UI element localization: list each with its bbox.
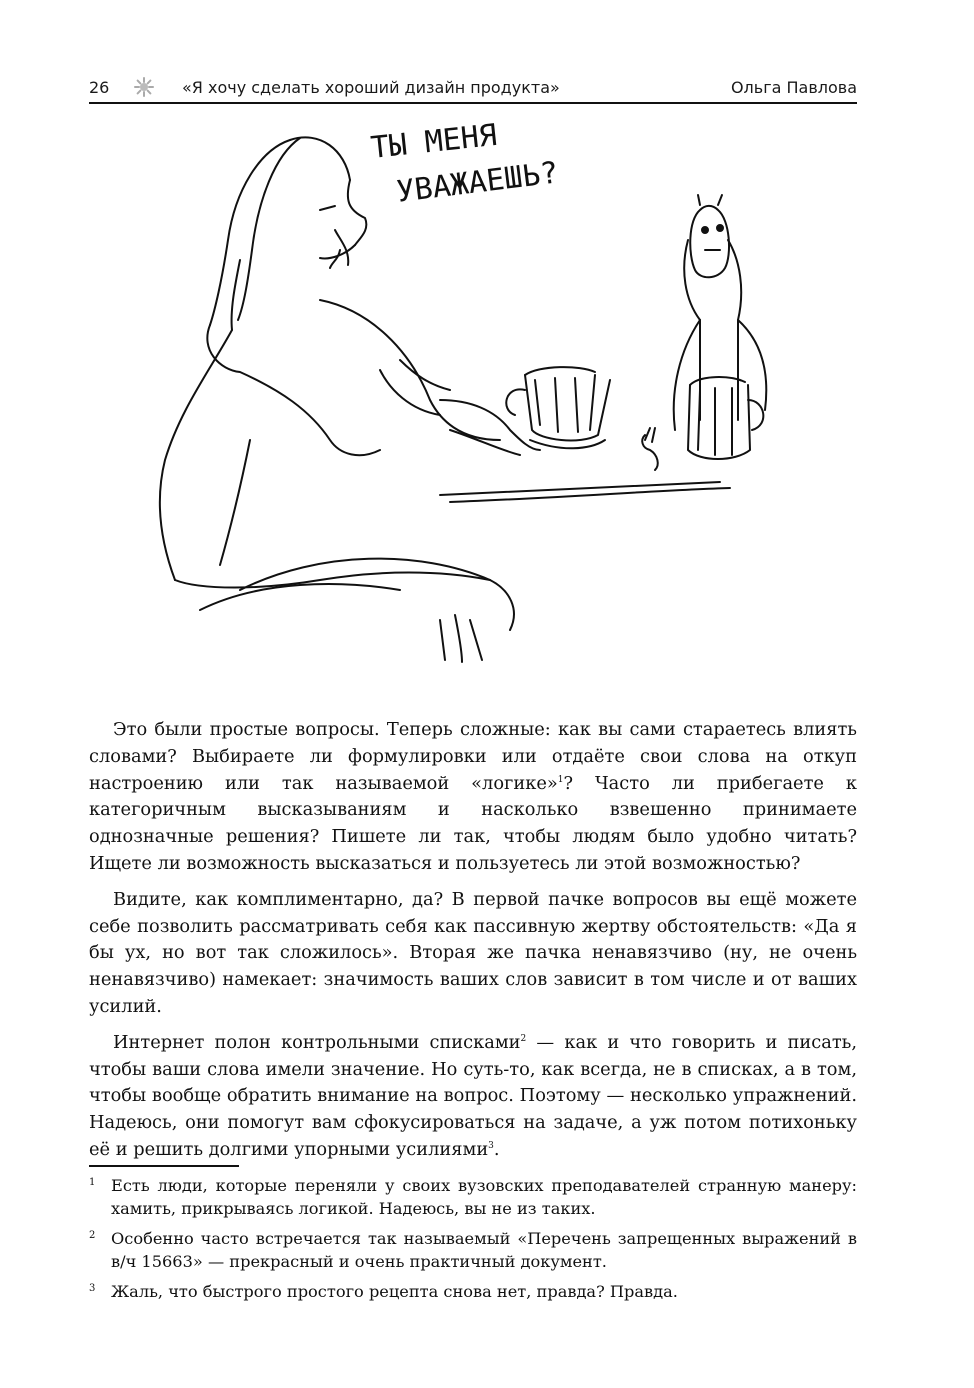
speech-text-line1: ТЫ МЕНЯ <box>369 117 499 166</box>
woman-figure <box>160 137 540 662</box>
footnote-rule <box>89 1165 239 1167</box>
small-critter <box>642 428 657 470</box>
footnote-3 <box>89 1280 857 1303</box>
stick-figure <box>674 195 767 430</box>
footnote-ref-3[interactable]: 3 <box>488 1140 494 1151</box>
header-rule <box>89 102 857 104</box>
footnote-text: Особенно часто встречается так называемый «Перечень запрещенных выражений в в/ч 15663» — прекрасный и очень практичный документ. <box>111 1229 857 1271</box>
footnote-ref-2[interactable]: 2 <box>520 1033 527 1044</box>
footnote-mark: 1 <box>89 1177 96 1188</box>
paragraph-3-text-b: — как и что говорить и писать, чтобы ваши слова имели значение. Но суть-то, как всегда, не в списках, а в том, чтобы вообще обратить внимание на вопрос. Поэтому — несколько упражнений. Надеюсь, они помогут вам сфокусироваться на задаче, а уж потом потихоньку её и решить долгими упорными усилиями <box>89 1031 857 1160</box>
footnote-ref-1[interactable]: 1 <box>557 774 564 785</box>
paragraph-1-text-a: Это были простые вопросы. Теперь сложные: как вы сами стараетесь влиять словами? Выбираете ли формулировки или отдаёте свои слова на откуп настроению или так называемой «логике» <box>89 719 857 794</box>
paragraph-3 <box>89 1030 857 1164</box>
footnotes <box>89 1174 857 1310</box>
paragraph-3-text-c: . <box>493 1138 500 1160</box>
footnote-text: Есть люди, которые переняли у своих вузовских преподавателей странную манеру: хамить, прикрываясь логикой. Надеюсь, вы не из таких. <box>111 1176 857 1218</box>
sketch-illustration <box>140 110 840 680</box>
footnote-mark: 3 <box>89 1283 96 1294</box>
mug-right <box>688 377 763 459</box>
sun-ornament-icon <box>134 77 154 97</box>
footnote-text: Жаль, что быстрого простого рецепта снова нет, правда? Правда. <box>111 1282 678 1301</box>
body-text <box>89 717 857 1173</box>
paragraph-3-text-a: Интернет полон контрольными списками <box>113 1031 521 1053</box>
page-number: 26 <box>89 78 110 97</box>
author-name: Ольга Павлова <box>730 78 857 97</box>
paragraph-1 <box>89 717 857 878</box>
paragraph-2: Видите, как комплиментарно, да? В первой пачке вопросов вы ещё можете себе позволить рассматривать себя как пассивную жертву обстоятельств: «Да я бы ух, но вот так сложилось». Вторая же пачка ненавязчиво (ну, не очень ненавязчиво) намекает: значимость ваших слов зависит в том числе и от ваших усилий. <box>89 888 857 1017</box>
footnote-mark: 2 <box>89 1230 96 1241</box>
speech-text-line2: УВАЖАЕШЬ? <box>394 155 561 210</box>
book-title: «Я хочу сделать хороший дизайн продукта» <box>182 78 560 97</box>
mug-left <box>506 367 610 448</box>
paragraph-1-text-b: ? Часто ли прибегаете к категоричным высказываниям и насколько взвешенно принимаете однозначные решения? Пишете ли так, чтобы людям было удобно читать? Ищете ли возможность высказаться и пользуетесь ли этой возможностью? <box>89 772 857 874</box>
table-edge <box>440 482 730 502</box>
footnote-1 <box>89 1174 857 1220</box>
footnote-2 <box>89 1227 857 1273</box>
running-header <box>89 74 857 102</box>
